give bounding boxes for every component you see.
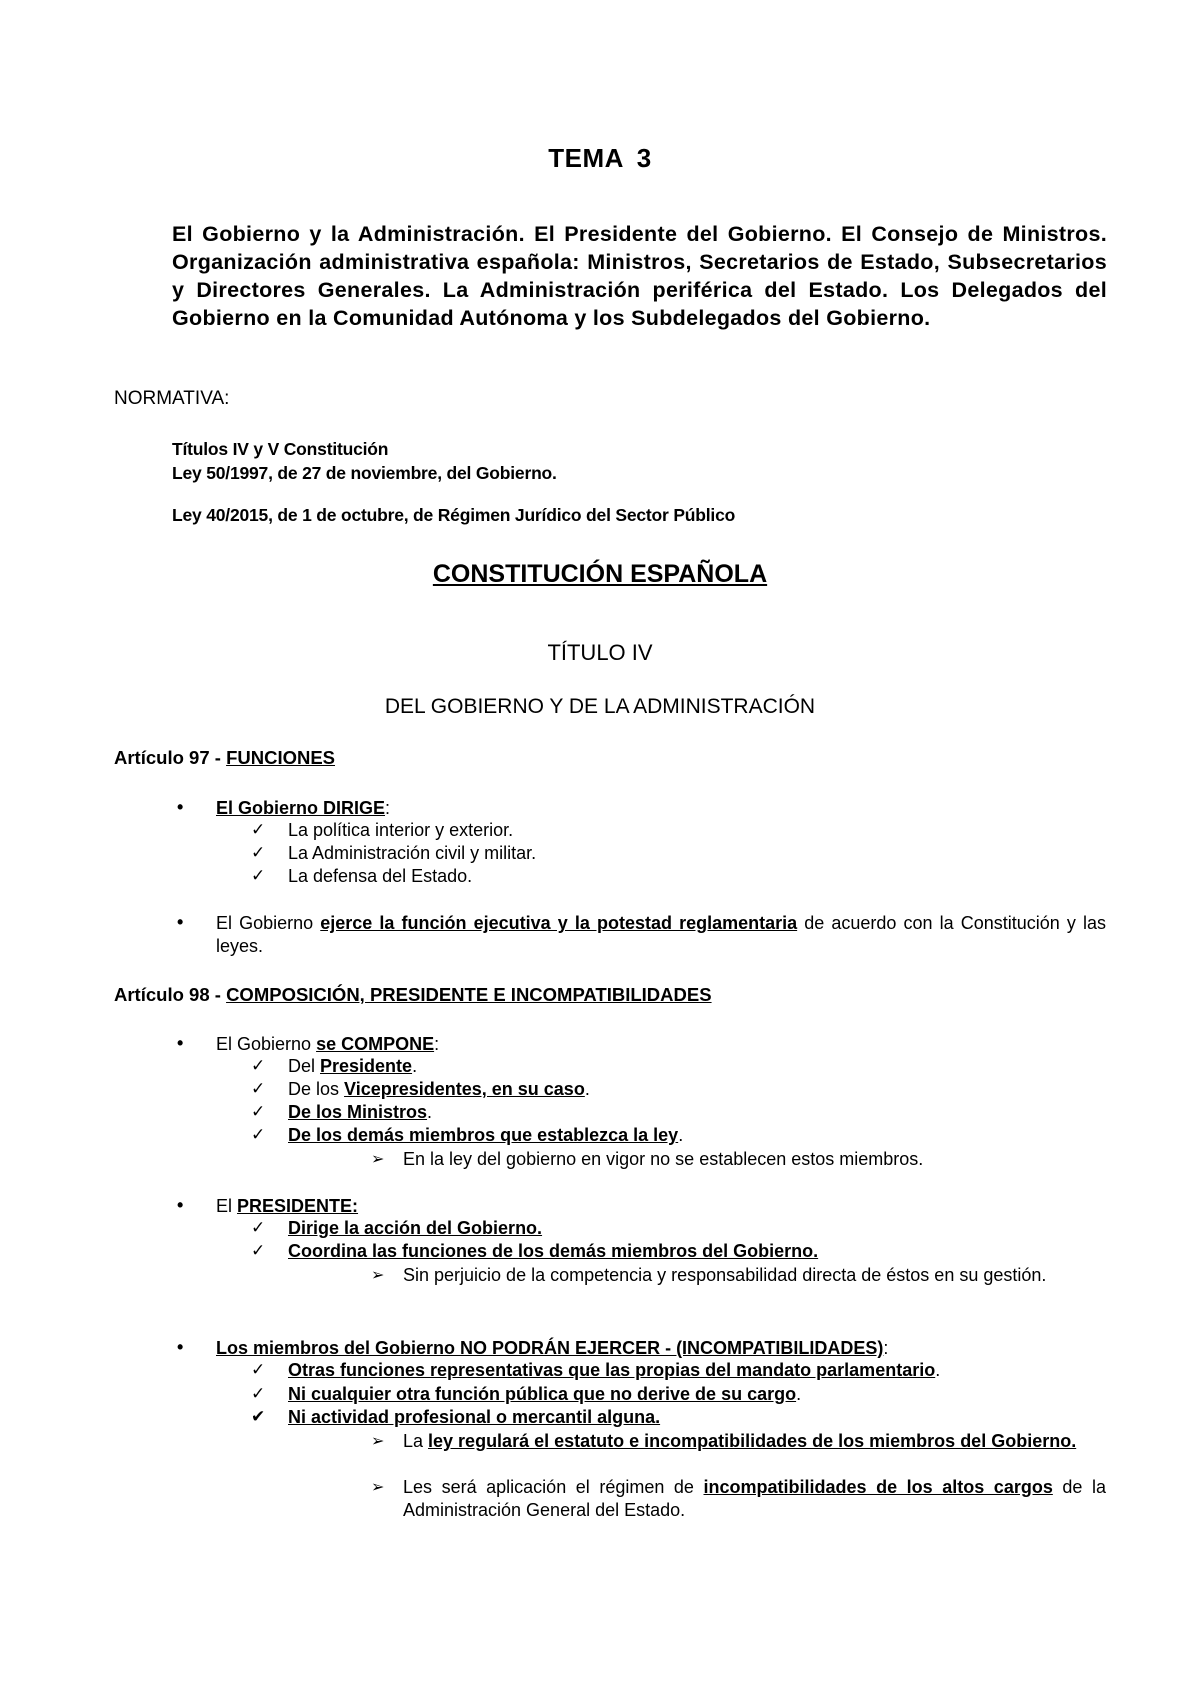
bullet-icon: • — [177, 912, 184, 932]
article-name: FUNCIONES — [226, 747, 336, 768]
article-97-heading — [114, 747, 335, 769]
normativa-item: Ley 50/1997, de 27 de noviembre, del Gobierno. — [172, 463, 557, 483]
list-item: La defensa del Estado. — [288, 866, 473, 886]
normativa-label: NORMATIVA: — [114, 388, 230, 409]
section-title: CONSTITUCIÓN ESPAÑOLA — [432, 560, 768, 588]
titulo-subtitle: DEL GOBIERNO Y DE LA ADMINISTRACIÓN — [384, 695, 816, 718]
list-item: Dirige la acción del Gobierno. — [288, 1218, 543, 1238]
list-item: De los demás miembros que establezca la ley. — [288, 1125, 684, 1145]
emphasis: PRESIDENTE: — [237, 1196, 359, 1216]
arrow-icon: ➢ — [371, 1151, 385, 1168]
normativa-item: Títulos IV y V Constitución — [172, 439, 389, 459]
list-item: Otras funciones representativas que las propias del mandato parlamentario. — [288, 1360, 941, 1380]
list-item: El PRESIDENTE: — [216, 1196, 359, 1216]
bullet-icon: • — [177, 1033, 184, 1053]
list-item: El Gobierno ejerce la función ejecutiva y la potestad reglamentaria de acuerdo con la Constitución y las leyes. — [216, 913, 1107, 956]
check-icon: ✓ — [251, 1056, 266, 1075]
list-item: El Gobierno se COMPONE: — [216, 1034, 440, 1054]
article-number: Artículo 98 — [114, 984, 210, 1005]
check-icon: ✓ — [251, 1102, 266, 1121]
list-item: En la ley del gobierno en vigor no se establecen estos miembros. — [403, 1149, 924, 1169]
arrow-icon: ➢ — [371, 1479, 385, 1496]
list-item: De los Vicepresidentes, en su caso. — [288, 1079, 590, 1099]
check-icon: ✓ — [251, 1125, 266, 1144]
check-icon: ✓ — [251, 1384, 266, 1403]
list-item: Coordina las funciones de los demás miembros del Gobierno. — [288, 1241, 819, 1261]
bullet-icon: • — [177, 1195, 184, 1215]
heavy-check-icon: ✔ — [251, 1407, 266, 1426]
page-title: TEMA 3 — [548, 143, 652, 173]
article-number: Artículo 97 — [114, 747, 210, 768]
check-icon: ✓ — [251, 1360, 266, 1379]
arrow-icon: ➢ — [371, 1433, 385, 1450]
list-item: La Administración civil y militar. — [288, 843, 537, 863]
normativa-item: Ley 40/2015, de 1 de octubre, de Régimen Jurídico del Sector Público — [172, 505, 736, 525]
check-icon: ✓ — [251, 843, 266, 862]
bullet-icon: • — [177, 797, 184, 817]
list-item: Ni cualquier otra función pública que no derive de su cargo. — [288, 1384, 802, 1404]
emphasis: ejerce la función ejecutiva y la potestad reglamentaria — [320, 913, 798, 933]
check-icon: ✓ — [251, 1079, 266, 1098]
list-item: Sin perjuicio de la competencia y responsabilidad directa de éstos en su gestión. — [403, 1265, 1047, 1285]
arrow-icon: ➢ — [371, 1267, 385, 1284]
list-item: Les será aplicación el régimen de incompatibilidades de los altos cargos de la Administración General del Estado. — [403, 1477, 1106, 1520]
check-icon: ✓ — [251, 866, 266, 885]
emphasis: se COMPONE — [316, 1034, 435, 1054]
check-icon: ✓ — [251, 1218, 266, 1237]
emphasis: El Gobierno DIRIGE — [216, 798, 386, 818]
check-icon: ✓ — [251, 1241, 266, 1260]
article-name: COMPOSICIÓN, PRESIDENTE E INCOMPATIBILIDADES — [226, 984, 712, 1005]
list-item: La ley regulará el estatuto e incompatibilidades de los miembros del Gobierno. — [403, 1431, 1077, 1451]
article-separator: - — [209, 984, 227, 1005]
list-item: Del Presidente. — [288, 1056, 418, 1076]
topic-summary: El Gobierno y la Administración. El Presidente del Gobierno. El Consejo de Ministros. Organización administrativa española: Ministros, Secretarios de Estado, Subsecretarios y Directores Generales. La Administración periférica del Estado. Los Delegados del Gobierno en la Comunidad Autónoma y los Subdelegados del Gobierno. — [172, 222, 1107, 330]
list-item: El Gobierno DIRIGE: — [216, 798, 391, 818]
list-item: Los miembros del Gobierno NO PODRÁN EJERCER - (INCOMPATIBILIDADES): — [216, 1338, 889, 1358]
list-item: La política interior y exterior. — [288, 820, 514, 840]
emphasis: Los miembros del Gobierno NO PODRÁN EJERCER - (INCOMPATIBILIDADES) — [216, 1338, 884, 1358]
check-icon: ✓ — [251, 820, 266, 839]
list-item: Ni actividad profesional o mercantil alguna. — [288, 1407, 661, 1427]
article-98-heading — [114, 984, 712, 1006]
article-separator: - — [209, 747, 227, 768]
titulo-heading: TÍTULO IV — [547, 640, 653, 665]
bullet-icon: • — [177, 1337, 184, 1357]
list-item: De los Ministros. — [288, 1102, 433, 1122]
